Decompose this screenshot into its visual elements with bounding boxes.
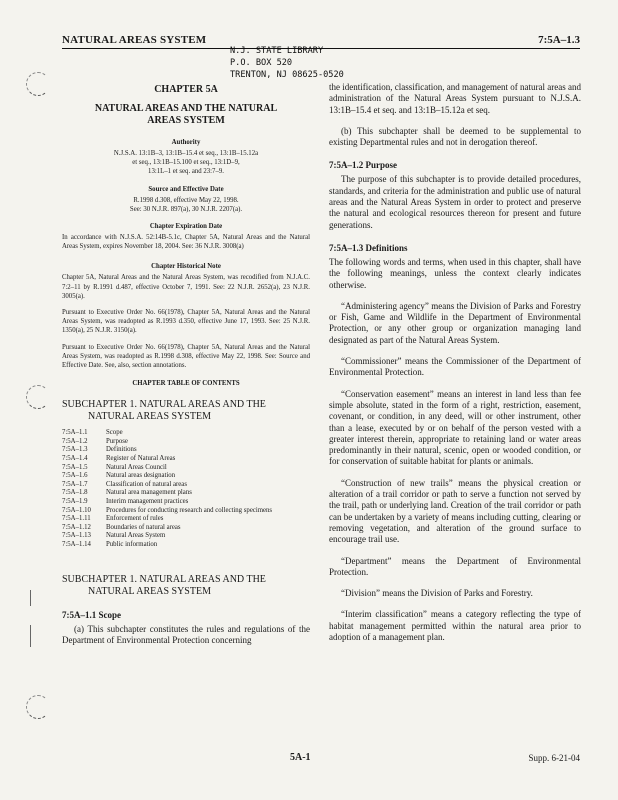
toc-subchapter-line-2: NATURAL AREAS SYSTEM <box>88 411 211 423</box>
toc-section-number: 7:5A–1.13 <box>62 532 91 540</box>
toc-row <box>62 429 272 438</box>
authority-text <box>62 149 310 177</box>
toc-section-title: Public information <box>106 540 158 548</box>
toc-row <box>62 472 272 481</box>
toc-row <box>62 498 272 507</box>
toc-section-title: Register of Natural Areas <box>106 455 176 463</box>
definition-paragraph: “Conservation easement” means an interest in land less than fee simple absolute, stated in the form of a right, restriction, easement, covenant, or condition, in any deed, will or other instrument, other than a lease, executed by or on behalf of the person vested with a greater interest therein, appropriate to retaining land or water areas predominantly in their natural, scenic, open or wooded condition, or for conservation of suitable habitat for plants or animals. <box>329 388 581 467</box>
library-stamp <box>230 45 344 81</box>
punch-hole-mark <box>26 385 50 409</box>
toc-section-number: 7:5A–1.2 <box>62 437 88 445</box>
toc-row <box>62 481 272 490</box>
scope-paragraph-a: (a) This subchapter constitutes the rules and regulations of the Department of Environmental Protection concerning <box>62 623 310 645</box>
chapter-title-line-2: AREAS SYSTEM <box>147 115 225 126</box>
definition-paragraph: “Administering agency” means the Division of Parks and Forestry or Fish, Game and Wildlife in the Department of Environmental Protection, or any other group or organization managing land designated as part of the Natural Areas System. <box>329 300 581 345</box>
history-paragraph: Chapter 5A, Natural Areas and the Natural Areas System, was recodified from N.J.A.C. 7:2–11 by R.1991 d.487, effective October 7, 1991. See: 22 N.J.R. 2652(a), 23 N.J.R. 3005(a). <box>62 274 310 300</box>
supplement-date: Supp. 6-21-04 <box>528 753 580 763</box>
toc-section-number: 7:5A–1.6 <box>62 472 88 480</box>
toc-section-number: 7:5A–1.11 <box>62 515 91 523</box>
toc-row <box>62 464 272 473</box>
subchapter-title-line-2: NATURAL AREAS SYSTEM <box>88 585 211 597</box>
scope-paragraph-b: (b) This subchapter shall be deemed to be supplemental to existing Departmental rules and not in derogation thereof. <box>329 125 581 148</box>
history-heading: Chapter Historical Note <box>151 263 221 271</box>
toc-section-title: Definitions <box>106 446 137 454</box>
definition-paragraph: “Department” means the Department of Environmental Protection. <box>329 555 581 577</box>
toc-subchapter-title <box>62 399 310 423</box>
definition-paragraph: “Interim classification” means a category reflecting the type of habitat management permitted within the natural area prior to adoption of a management plan. <box>329 609 581 642</box>
source-heading: Source and Effective Date <box>148 185 224 193</box>
purpose-paragraph: The purpose of this subchapter is to provide detailed procedures, standards, and criteria for the administration and public use of natural areas and the Natural Areas System in order to protect and preserve the natural and ecological resources thereon for present and future generations. <box>329 174 581 230</box>
section-heading-scope: 7:5A–1.1 Scope <box>62 609 121 620</box>
toc-section-number: 7:5A–1.8 <box>62 489 88 497</box>
page-number: 5A-1 <box>290 752 311 763</box>
toc-row <box>62 489 272 498</box>
toc-row <box>62 515 272 524</box>
toc-row <box>62 524 272 533</box>
stamp-line-2: P.O. BOX 520 <box>230 58 293 68</box>
punch-hole-mark <box>26 695 50 719</box>
toc-row <box>62 532 272 541</box>
margin-mark <box>30 625 31 647</box>
definition-paragraph: “Construction of new trails” means the physical creation or alteration of a trail corridor or path to serve a function not served by the trail, path or underlying land. Creation of the trail corridor or path can be undertaken by a variety of means including cutting, clearing or removing vegetation, and alteration of the ground surface to encourage trail use. <box>329 477 581 545</box>
toc-section-number: 7:5A–1.1 <box>62 429 88 437</box>
toc-section-title: Classification of natural areas <box>106 480 187 488</box>
chapter-number: CHAPTER 5A <box>154 84 218 95</box>
toc-section-title: Enforcement of rules <box>106 515 164 523</box>
expiration-heading: Chapter Expiration Date <box>149 223 223 231</box>
history-paragraph: Pursuant to Executive Order No. 66(1978), Chapter 5A, Natural Areas and the Natural Areas System, was readopted as R.1993 d.350, effective June 17, 1993. See: 25 N.J.R. 1350(a), 25 N.J.R. 3150(a). <box>62 309 310 335</box>
authority-line-1: N.J.S.A. 13:1B–3, 13:1B–15.4 et seq., 13:1B–15.12a <box>113 150 259 157</box>
toc-section-number: 7:5A–1.5 <box>62 463 88 471</box>
source-line-1: R.1998 d.308, effective May 22, 1998. <box>133 196 239 204</box>
expiration-text: In accordance with N.J.S.A. 52:14B-5.1c, Chapter 5A, Natural Areas and the Natural Areas System, expires November 18, 2004. See: 36 N.J.R. 3008(a) <box>62 234 310 251</box>
toc-section-title: Natural Areas System <box>106 532 166 540</box>
toc-section-number: 7:5A–1.9 <box>62 498 88 505</box>
section-heading-purpose: 7:5A–1.2 Purpose <box>329 160 397 171</box>
definitions-intro: The following words and terms, when used in this chapter, shall have the following meanings, unless the context clearly indicates otherwise. <box>329 256 581 290</box>
toc-row <box>62 455 272 464</box>
right-column <box>329 82 581 653</box>
chapter-title <box>62 103 310 127</box>
toc-row <box>62 541 272 550</box>
running-header-section: 7:5A–1.3 <box>538 34 580 46</box>
history-paragraph: Pursuant to Executive Order No. 66(1978), Chapter 5A, Natural Areas and the Natural Areas System, was readopted as R.1998 d.308, effective May 22, 1998. See: Source and Effective Date. See, also, section annotations. <box>62 343 310 370</box>
definition-paragraph: “Commissioner” means the Commissioner of the Department of Environmental Protection. <box>329 356 581 378</box>
toc-row <box>62 438 272 447</box>
punch-hole-mark <box>26 72 50 96</box>
stamp-line-1: N.J. STATE LIBRARY <box>230 46 324 56</box>
toc-heading: CHAPTER TABLE OF CONTENTS <box>132 380 240 388</box>
definitions-list <box>329 301 581 643</box>
toc-section-title: Scope <box>106 429 123 437</box>
toc-section-number: 7:5A–1.3 <box>62 446 88 454</box>
toc-section-title: Natural areas designation <box>106 472 176 480</box>
toc-section-number: 7:5A–1.12 <box>62 523 91 531</box>
source-text <box>62 196 310 214</box>
left-column <box>62 84 310 646</box>
toc-table <box>62 429 272 549</box>
subchapter-title-line-1: SUBCHAPTER 1. NATURAL AREAS AND THE <box>62 573 266 585</box>
authority-heading: Authority <box>171 139 201 146</box>
toc-section-title: Procedures for conducting research and collecting specimens <box>106 506 273 514</box>
stamp-line-3: TRENTON, NJ 08625-0520 <box>230 70 344 80</box>
running-header-title: NATURAL AREAS SYSTEM <box>62 34 207 46</box>
definition-paragraph: “Division” means the Division of Parks and Forestry. <box>341 588 533 599</box>
authority-line-3: 13:1L–1 et seq. and 23:7–9. <box>148 168 224 176</box>
source-line-2: See: 30 N.J.R. 897(a), 30 N.J.R. 2207(a). <box>129 205 243 213</box>
toc-section-title: Natural area management plans <box>106 489 192 497</box>
toc-section-number: 7:5A–1.10 <box>62 506 91 514</box>
toc-subchapter-line-1: SUBCHAPTER 1. NATURAL AREAS AND THE <box>62 399 266 411</box>
scope-paragraph-a-continued: the identification, classification, and management of natural areas and administration of the Natural Areas System pursuant to N.J.S.A. 13:1B–15.4 et seq. and 13:1B–15.12a et seq. <box>329 82 581 115</box>
section-heading-definitions: 7:5A–1.3 Definitions <box>329 242 408 253</box>
toc-section-title: Natural Areas Council <box>106 463 167 471</box>
chapter-title-line-1: NATURAL AREAS AND THE NATURAL <box>94 103 278 114</box>
authority-line-2: et seq., 13:1B–15.100 et seq., 13:1D–9, <box>132 159 240 167</box>
toc-row <box>62 507 272 516</box>
toc-section-number: 7:5A–1.14 <box>62 540 91 548</box>
margin-mark <box>30 590 31 606</box>
toc-section-number: 7:5A–1.7 <box>62 480 88 488</box>
toc-section-title: Boundaries of natural areas <box>106 523 181 531</box>
toc-section-number: 7:5A–1.4 <box>62 455 88 463</box>
toc-row <box>62 446 272 455</box>
toc-section-title: Purpose <box>106 437 128 445</box>
subchapter-title <box>62 574 310 598</box>
toc-section-title: Interim management practices <box>106 498 189 505</box>
